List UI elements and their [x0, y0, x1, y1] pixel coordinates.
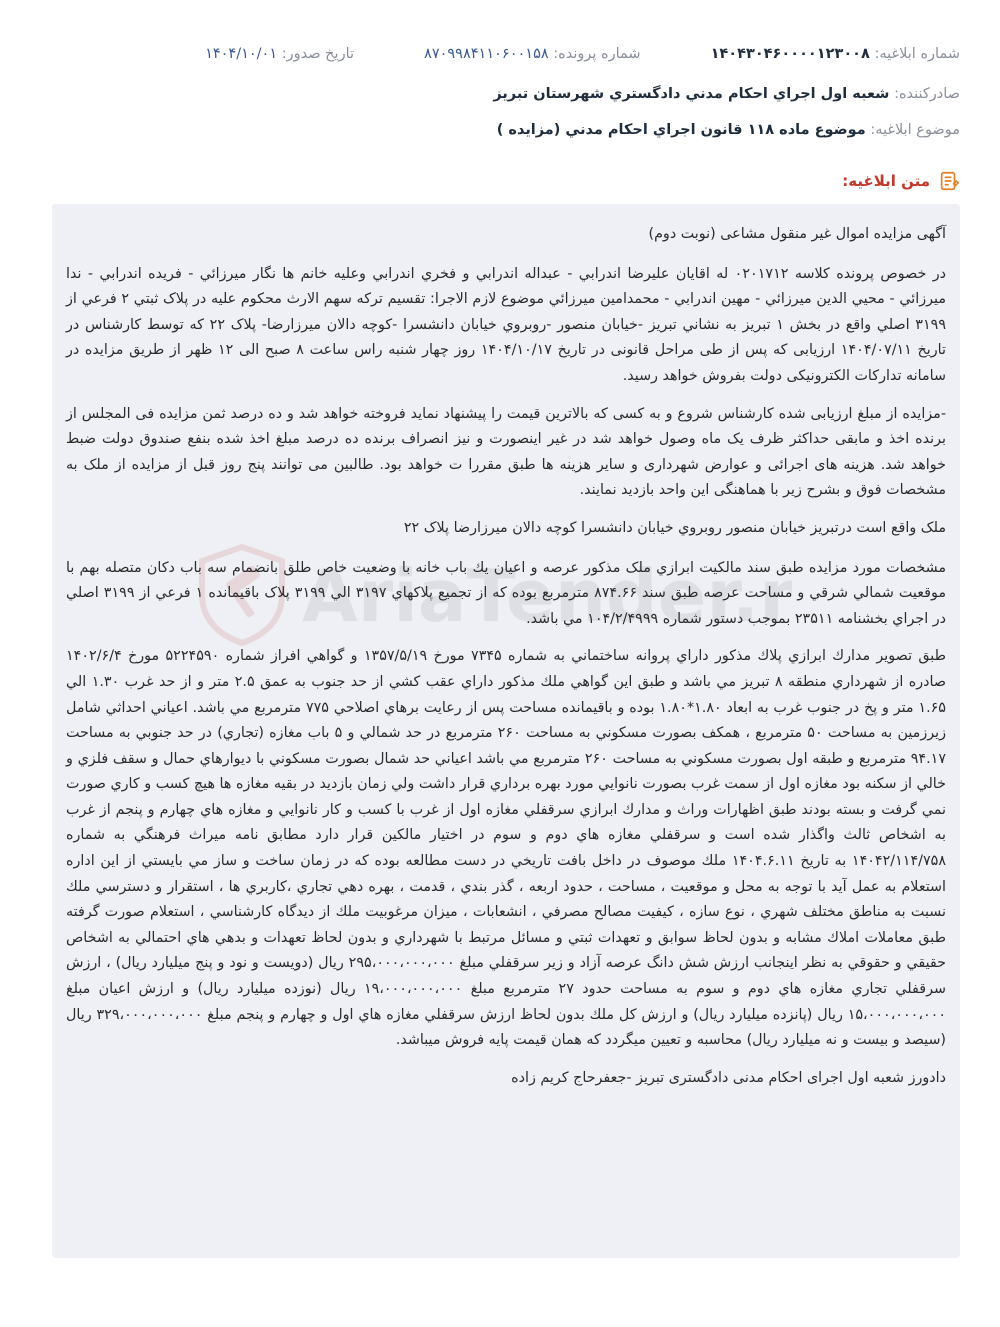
issue-date-group: [205, 46, 354, 62]
notice-paragraph-case: در خصوص پرونده کلاسه ۰۲۰۱۷۱۲ له اقايان عليرضا اندرابي - عبداله اندرابي و فخري اندرابي وعليه خانم ها نگار ميرزائي - فريده اندرابي - ندا ميرزائي - محيي الدين ميرزائي - مهين اندرابي - محمدامين ميرزائي موضوع لازم الاجرا: تقسيم ترکه سهم الارث محکوم عليه در پلاک ثبتي ۲ فرعي از ۳۱۹۹ اصلي واقع در بخش ۱ تبريز به نشاني تبريز -خيابان منصور -روبروي خيابان دانشسرا -کوچه دالان ميرزارضا- پلاک ۲۲ که توسط کارشناس در تاريخ ۱۴۰۴/۰۷/۱۱ ارزيابی که پس از طی مراحل قانونی در تاريخ ۱۴۰۴/۱۰/۱۷ روز چهار شنبه راس ساعت ۸ صبح الی ۱۲ ظهر از طريق مزايده در سامانه تدارکات الکترونيکی دولت بفروش خواهد رسيد.: [66, 265, 947, 384]
watermark-text: AriaTender.n: [302, 554, 792, 638]
notice-text-title: متن ابلاغيه:: [842, 172, 930, 190]
document-text-icon: [938, 170, 960, 192]
notice-body: [52, 204, 960, 1258]
subject-value: موضوع ماده ۱۱۸ قانون اجراي احکام مدني (مزايده ): [496, 122, 866, 138]
issue-date-value: ۱۴۰۴/۱۰/۰۱: [205, 46, 278, 62]
case-number-group: [424, 46, 641, 62]
notice-paragraph-terms: -مزايده از مبلغ ارزيابی شده کارشناس شروع و به کسی که بالاترين قيمت را پيشنهاد نمايد فروخته خواهد شد و ده درصد ثمن مزايده فی المجلس از برنده اخذ و مابقی حداکثر ظرف يک ماه وصول خواهد شد در غير اينصورت و نيز انصراف برنده ده درصد مبلغ اخذ شده بنفع صندوق دولت ضبط خواهد شد. هزينه های اجرائی و عوارض شهرداری و ساير هزينه ها طبق مقررا ت خواهد بود. طالبين می توانند پنج روز قبل از مزايده از ملک به مشخصات فوق و بشرح زير با هماهنگی اين واحد بازديد نمايند.: [66, 405, 946, 499]
notice-title-line: آگهی مزايده اموال غير منقول مشاعی (نوبت دوم): [648, 226, 946, 242]
notice-paragraph-valuation: طبق تصوير مدارك ابرازي پلاك مذكور داراي پروانه ساختماني به شماره ۷۳۴۵ مورخ ۱۳۵۷/۵/۱۹ و گواهي افراز شماره ۵۲۲۴۵۹۰ مورخ ۱۴۰۲/۶/۴ صادره از شهرداري منطقه ۸ تبريز مي باشد و طبق اين گواهي ملك مذكور داراي عقب كشي از حد جنوب به عمق ۲.۵ متر و از حد غرب ۱.۳۰ الي ۱.۶۵ متر و پخ در جنوب غرب به ابعاد ۱.۸۰*۱.۸۰ بوده و باقيمانده مساحت پس از رعايت برهاي اصلاحي ۷۷۵ مترمربع مي باشد. اعياني احداثي شامل زيرزمين به مساحت ۵۰ مترمربع ، همكف بصورت مسكوني به مساحت ۲۶۰ مترمربع در حد شمالي و ۵ باب مغازه (تجاري) در حد جنوبي به مساحت ۹۴.۱۷ مترمربع و طبقه اول بصورت مسكوني به مساحت ۲۶۰ مترمربع مي باشد اعياني حد شمال بصورت مسكوني با ديوارهاي حمال و سقف فلزي و خالي از سكنه بود مغازه اول از سمت غرب بصورت نانوايي مورد بهره برداري قرار داشت ولي زمان بازديد در بقيه مغازه ها هيچ كسب و كاري صورت نمي گرفت و بسته بودند طبق اظهارات وراث و مدارك ابرازي سرقفلي مغازه اول از غرب با كسب و كار نانوايي و مغازه هاي چهارم و پنجم از غرب به اشخاص ثالث واگذار شده است و سرقفلي مغازه هاي دوم و سوم در اختيار مالكين قرار دارد مطابق نامه ميراث فرهنگي به شماره ۱۴۰۴۲/۱۱۴/۷۵۸ به تاريخ ۱۴۰۴.۶.۱۱ ملك موصوف در داخل بافت تاريخي در دست مطالعه بوده كه در زمان ساخت و ساز مي بايستي از اين اداره استعلام به عمل آيد با توجه به محل و موقعيت ، مساحت ، حدود اربعه ، گذر بندي ، قدمت ، بهره دهي تجاري ،كاربري ها ، استقرار و دسترسي ملك نسبت به مناطق مختلف شهري ، نوع سازه ، كيفيت مصالح مصرفي ، انشعابات ، ميزان مرغوبيت ملك از ديدگاه كارشناسي ، استعلام صورت گرفته طبق معاملات املاك مشابه و بدون لحاظ سوابق و تعهدات ثبتي و مسائل مرتبط با شهرداري و بدون لحاظ تعهدات و بدهي هاي احتمالي به اشخاص حقيقي و حقوقي به نظر اينجانب ارزش شش دانگ عرصه آزاد و زير سرقفلي مبلغ ۲۹۵،۰۰۰،۰۰۰،۰۰۰ ريال (دويست و نود و پنج ميليارد ريال) ، ارزش سرقفلي تجاري مغازه هاي دوم و سوم به مساحت حدود ۲۷ مترمربع مبلغ ۱۹،۰۰۰،۰۰۰،۰۰۰ ريال (نوزده ميليارد ريال) و ارزش اعيان مبلغ ۱۵،۰۰۰،۰۰۰،۰۰۰ ريال (پانزده ميليارد ريال) و ارزش كل ملك بدون لحاظ ارزش سرقفلي مغازه هاي اول و چهارم و پنجم مبلغ ۳۲۹،۰۰۰،۰۰۰،۰۰۰ ريال (سيصد و بيست و نه ميليارد ريال) محاسبه و تعيين ميگردد كه همان قيمت پايه فروش ميباشد.: [66, 648, 946, 1049]
subject-row: [40, 122, 960, 138]
header-meta-row: [40, 46, 960, 62]
subject-label: موضوع ابلاغيه:: [870, 122, 960, 138]
issue-date-label: تاريخ صدور:: [281, 46, 355, 62]
issuer-row: [40, 86, 960, 102]
case-number-label: شماره پرونده:: [553, 46, 641, 62]
notice-paragraph-specs: مشخصات مورد مزايده طبق سند مالکيت ابرازي ملک مذکور عرصه و اعيان يك باب خانه با وضعيت خاص طلق بانضمام سه باب دکان متصله بهم با موقعيت شمالي شرقي و مساحت عرصه طبق سند ۸۷۴.۶۶ مترمربع بوده که از تجميع پلاکهاي ۳۱۹۷ الي ۳۱۹۹ پلاک باقيمانده ۱ فرعي از ۳۱۹۹ اصلي در اجراي بخشنامه ۲۳۵۱۱ بموجب دستور شماره ۱۰۴/۲/۴۹۹۹ مي باشد.: [66, 559, 946, 627]
issuer-value: شعبه اول اجراي احکام مدني دادگستري شهرستان تبريز: [493, 86, 890, 102]
notice-number-value: ۱۴۰۴۳۰۴۶۰۰۰۰۱۲۳۰۰۸: [710, 46, 870, 62]
notice-number-group: [711, 46, 960, 62]
notice-number-label: شماره ابلاغيه:: [874, 46, 960, 62]
case-number-value: ۸۷۰۹۹۸۴۱۱۰۶۰۰۱۵۸: [424, 46, 549, 62]
notice-paragraph-address: ملک واقع است درتبريز خيابان منصور روبروي خيابان دانشسرا کوچه دالان ميرزارضا پلاک ۲۲: [403, 519, 946, 536]
notice-text-heading: [842, 170, 960, 192]
notice-signature: دادورز شعبه اول اجرای احکام مدنی دادگستری تبريز -جعفرحاج کريم زاده: [511, 1069, 946, 1086]
issuer-label: صادرکننده:: [894, 86, 960, 102]
